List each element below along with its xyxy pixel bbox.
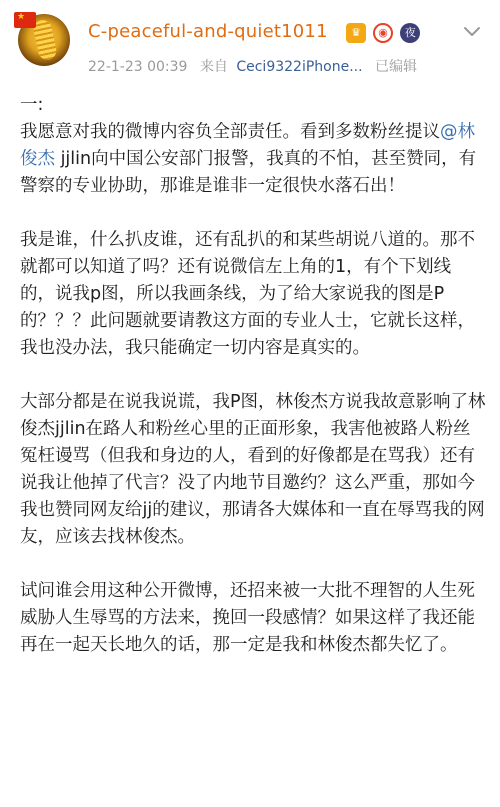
post-meta xyxy=(88,56,425,76)
weibo-eye-icon: ◉ xyxy=(373,23,393,43)
paragraph-1 xyxy=(20,92,486,200)
china-flag-icon: ★ xyxy=(14,12,36,28)
paragraph-3: 大部分都是在说我说谎，我P图，林俊杰方说我故意影响了林俊杰jjlin在路人和粉丝心里的正面形象，我害他被路人粉丝冤枉谩骂（但我和身边的人，看到的好像都是在骂我）还有说我让他掉了代言？没了内地节目邀约？这么严重，那如今我也赞同网友给jj的建议，那请各大媒体和一直在辱骂我的网友，应该去找林俊杰。 xyxy=(20,392,486,547)
username[interactable]: C-peaceful-and-quiet1011 xyxy=(88,21,328,42)
edited-label[interactable]: 已编辑 xyxy=(375,59,418,75)
mention-link[interactable]: @林俊杰 xyxy=(20,122,475,169)
source-prefix: 来自 xyxy=(199,59,228,75)
vip-crown-icon: ♛ xyxy=(346,23,366,43)
night-badge: 夜 xyxy=(400,23,420,43)
post-timestamp: 22-1-23 00:39 xyxy=(88,59,188,75)
post-body xyxy=(20,92,486,686)
post-header xyxy=(0,0,500,92)
paragraph-4: 试问谁会用这种公开微博，还招来被一大批不理智的人生死威胁人生辱骂的方法来，挽回一段感情？如果这样了我还能再在一起天长地久的话，那一定是我和林俊杰都失忆了。 xyxy=(20,581,475,655)
paragraph-2: 我是谁，什么扒皮谁，还有乱扒的和某些胡说八道的。那不就都可以知道了吗？还有说微信左上角的1，有个下划线的，说我p图，所以我画条线，为了给大家说我的图是P的？？？此问题就要请教这方面的专业人士，它就长这样，我也没办法，我只能确定一切内容是真实的。 xyxy=(20,230,475,358)
paragraph-heading: 一: xyxy=(20,95,44,115)
chevron-down-icon[interactable] xyxy=(462,24,482,40)
paragraph-1-after-mention: jjlin向中国公安部门报警，我真的不怕，甚至赞同，有警察的专业协助，那谁是谁非一定很快水落石出！ xyxy=(20,149,477,196)
user-badges xyxy=(346,22,422,44)
post-source[interactable]: Ceci9322iPhone... xyxy=(236,59,363,75)
paragraph-1-before-mention: 我愿意对我的微博内容负全部责任。看到多数粉丝提议 xyxy=(20,122,440,142)
